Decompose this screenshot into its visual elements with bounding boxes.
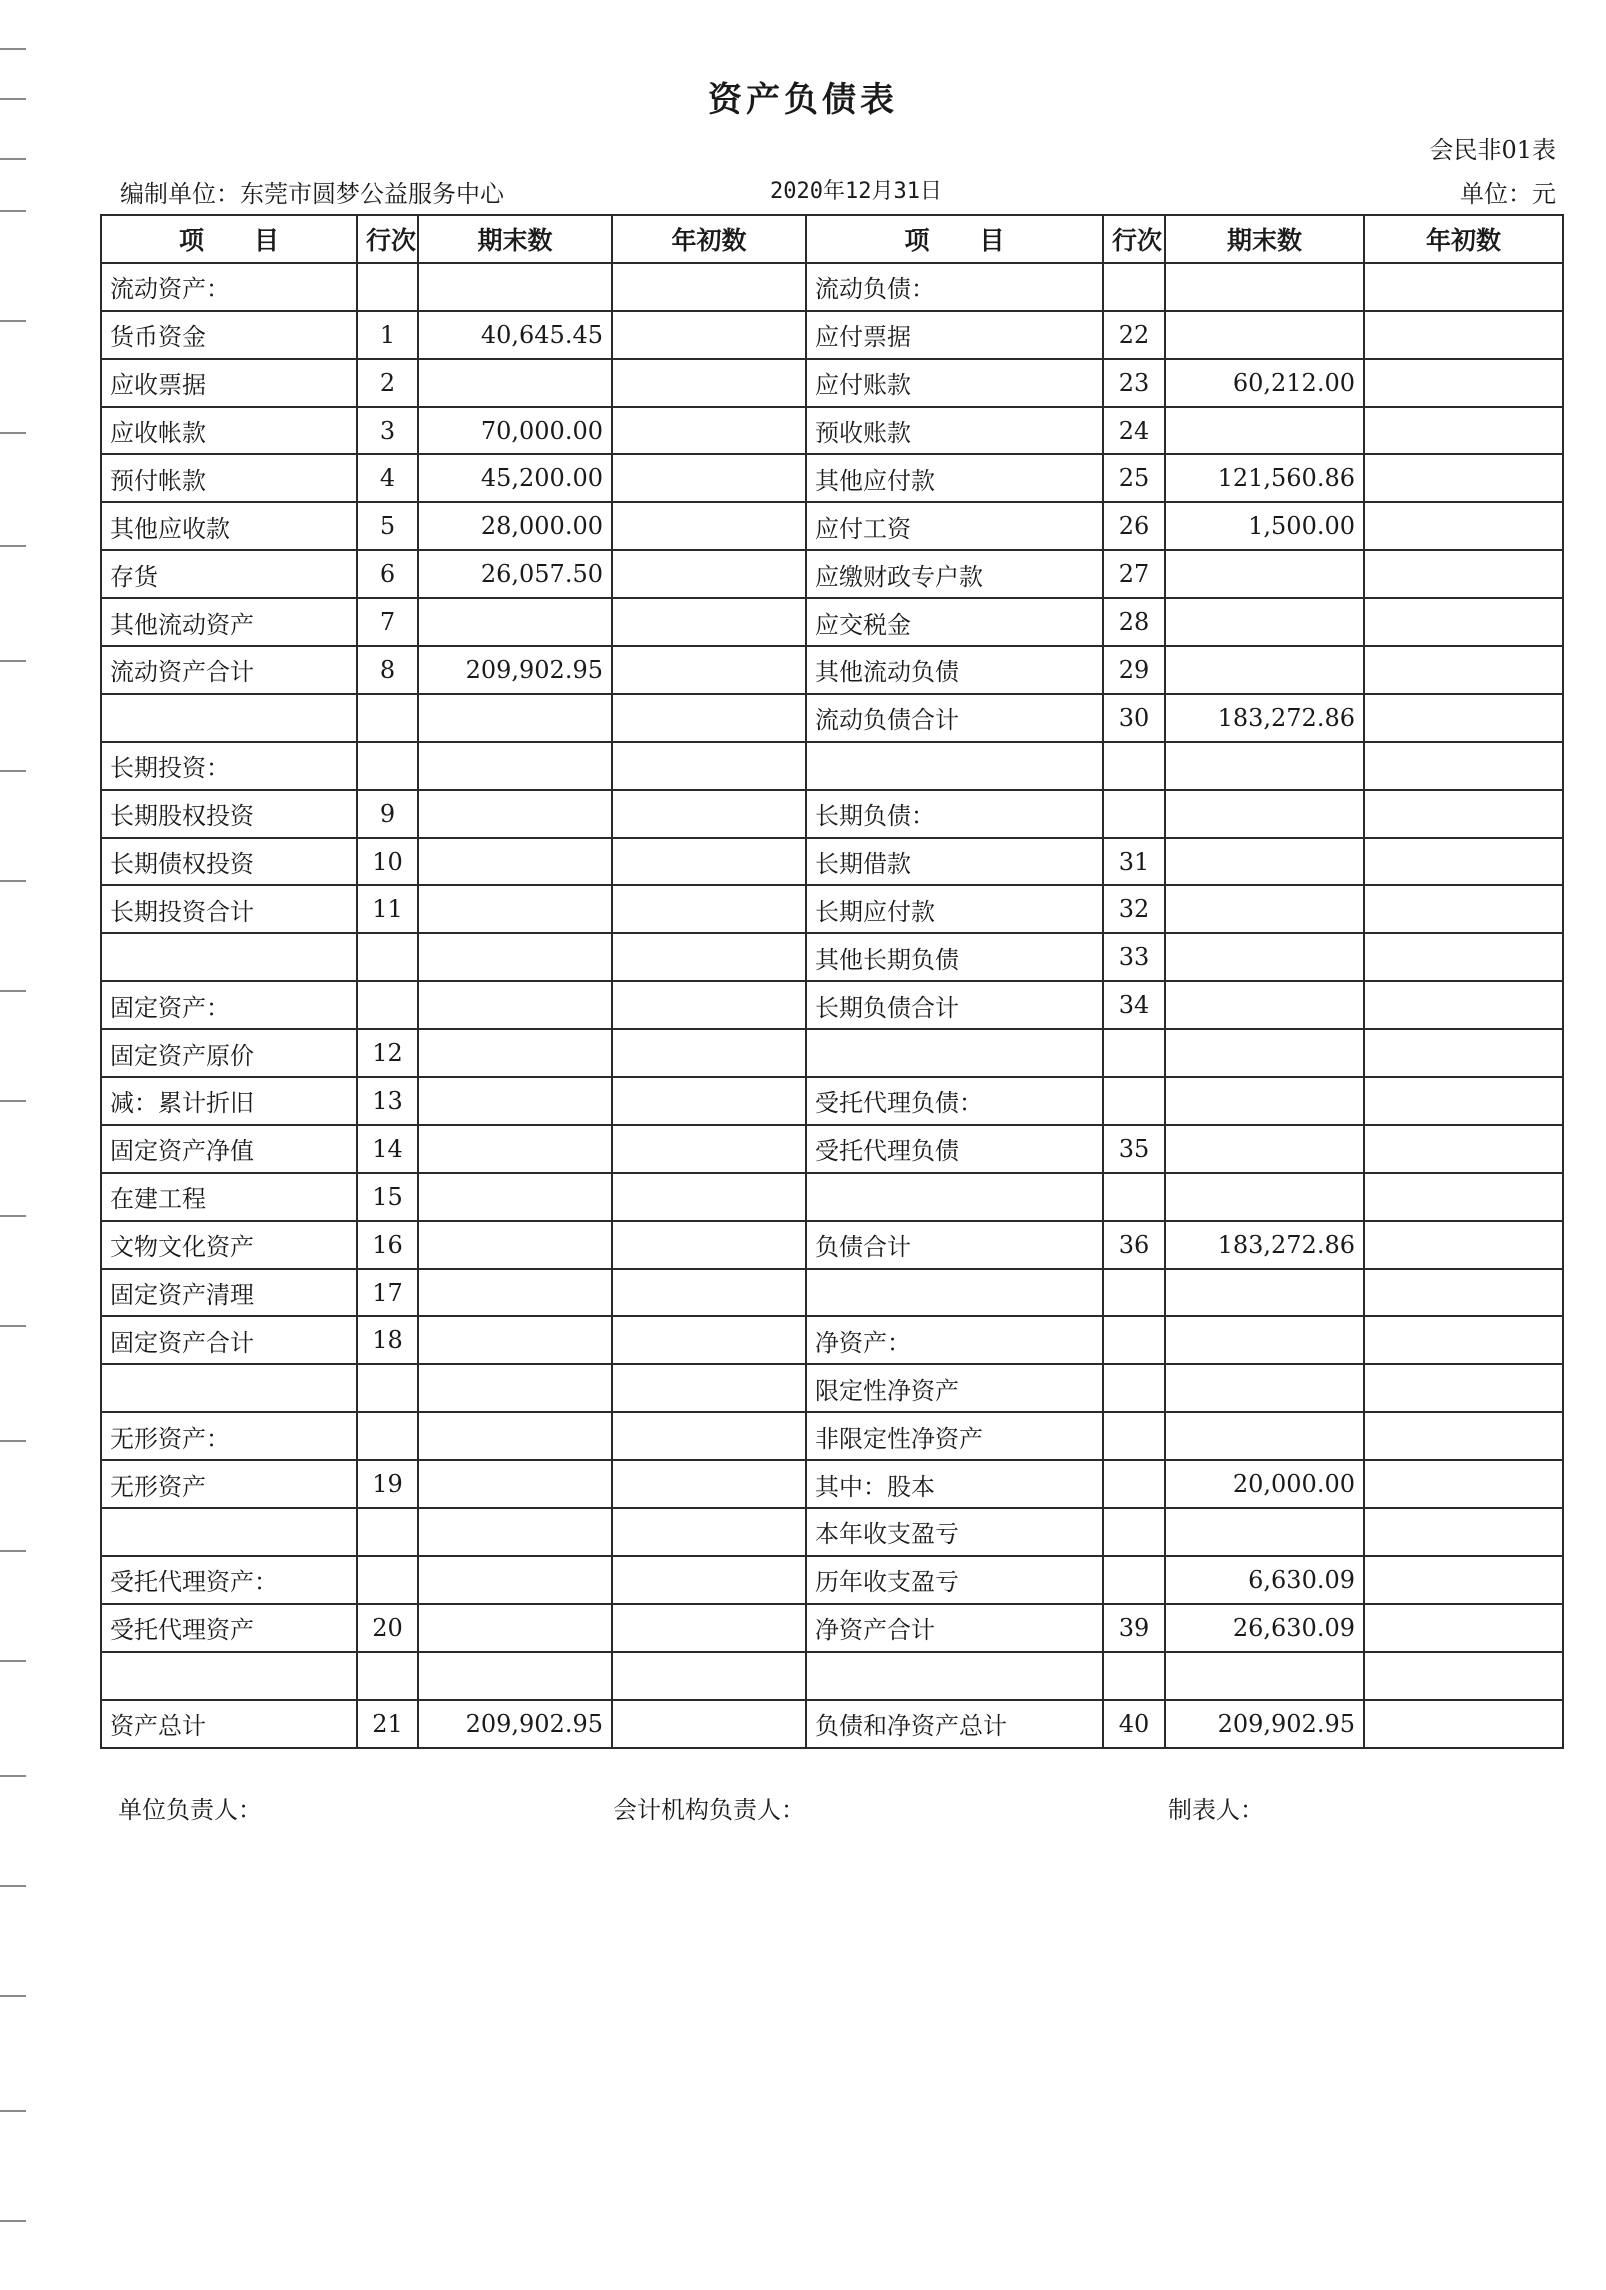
liability-line	[1103, 1652, 1165, 1700]
asset-line: 16	[357, 1221, 418, 1269]
asset-line	[357, 981, 418, 1029]
asset-item	[101, 1508, 357, 1556]
liability-end	[1165, 1173, 1364, 1221]
liability-end	[1165, 1364, 1364, 1412]
liability-begin	[1364, 263, 1563, 311]
asset-end	[418, 1604, 612, 1652]
asset-end	[418, 1460, 612, 1508]
asset-end	[418, 1364, 612, 1412]
liability-begin	[1364, 550, 1563, 598]
table-row	[101, 1556, 1563, 1604]
liability-line	[1103, 1173, 1165, 1221]
asset-line: 15	[357, 1173, 418, 1221]
liability-item: 受托代理负债	[806, 1125, 1103, 1173]
asset-end	[418, 1269, 612, 1317]
asset-end: 209,902.95	[418, 646, 612, 694]
liability-line: 33	[1103, 933, 1165, 981]
asset-begin	[612, 311, 806, 359]
asset-item: 预付帐款	[101, 454, 357, 502]
liability-line	[1103, 1269, 1165, 1317]
liability-line	[1103, 1412, 1165, 1460]
liability-begin	[1364, 838, 1563, 886]
table-row	[101, 885, 1563, 933]
table-row	[101, 550, 1563, 598]
liability-item: 长期负债：	[806, 790, 1103, 838]
liability-item: 预收账款	[806, 407, 1103, 455]
asset-begin	[612, 1412, 806, 1460]
asset-item: 无形资产	[101, 1460, 357, 1508]
form-code: 会民非01表	[1429, 136, 1556, 164]
liability-line: 32	[1103, 885, 1165, 933]
asset-begin	[612, 646, 806, 694]
asset-end: 28,000.00	[418, 502, 612, 550]
asset-begin	[612, 838, 806, 886]
asset-item: 长期股权投资	[101, 790, 357, 838]
asset-item: 长期投资：	[101, 742, 357, 790]
asset-end: 40,645.45	[418, 311, 612, 359]
liability-item: 流动负债合计	[806, 694, 1103, 742]
liability-item: 负债和净资产总计	[806, 1700, 1103, 1748]
liability-end	[1165, 1508, 1364, 1556]
table-row	[101, 838, 1563, 886]
liability-item	[806, 1652, 1103, 1700]
asset-item: 固定资产原价	[101, 1029, 357, 1077]
asset-begin	[612, 790, 806, 838]
liability-begin	[1364, 1029, 1563, 1077]
liability-begin	[1364, 933, 1563, 981]
asset-item: 无形资产：	[101, 1412, 357, 1460]
liability-end: 121,560.86	[1165, 454, 1364, 502]
table-row	[101, 646, 1563, 694]
liability-end	[1165, 981, 1364, 1029]
asset-line: 17	[357, 1269, 418, 1317]
table-row	[101, 598, 1563, 646]
liability-end	[1165, 1125, 1364, 1173]
liability-end: 183,272.86	[1165, 694, 1364, 742]
asset-begin	[612, 359, 806, 407]
page-title: 资产负债表	[708, 80, 898, 120]
asset-item: 文物文化资产	[101, 1221, 357, 1269]
liability-end	[1165, 646, 1364, 694]
liability-begin	[1364, 885, 1563, 933]
liability-item: 其他应付款	[806, 454, 1103, 502]
asset-begin	[612, 263, 806, 311]
liability-begin	[1364, 311, 1563, 359]
liability-line	[1103, 1029, 1165, 1077]
liability-line: 31	[1103, 838, 1165, 886]
col-line-right: 行次	[1103, 215, 1165, 263]
table-row	[101, 359, 1563, 407]
asset-end	[418, 1029, 612, 1077]
liability-item: 其他流动负债	[806, 646, 1103, 694]
col-end-right: 期末数	[1165, 215, 1364, 263]
asset-end	[418, 1077, 612, 1125]
liability-begin	[1364, 1412, 1563, 1460]
table-row	[101, 407, 1563, 455]
liability-begin	[1364, 1508, 1563, 1556]
asset-line: 8	[357, 646, 418, 694]
table-row	[101, 1269, 1563, 1317]
asset-begin	[612, 598, 806, 646]
asset-item	[101, 1364, 357, 1412]
col-begin-right: 年初数	[1364, 215, 1563, 263]
liability-end	[1165, 1077, 1364, 1125]
liability-end	[1165, 1029, 1364, 1077]
asset-end	[418, 742, 612, 790]
liability-item: 应付账款	[806, 359, 1103, 407]
balance-sheet-table	[100, 214, 1564, 1749]
liability-line	[1103, 263, 1165, 311]
liability-end: 183,272.86	[1165, 1221, 1364, 1269]
liability-line: 24	[1103, 407, 1165, 455]
asset-end	[418, 1556, 612, 1604]
asset-line: 5	[357, 502, 418, 550]
liability-item: 应缴财政专户款	[806, 550, 1103, 598]
liability-line	[1103, 1316, 1165, 1364]
asset-end	[418, 1652, 612, 1700]
asset-end	[418, 359, 612, 407]
liability-begin	[1364, 1316, 1563, 1364]
asset-item: 固定资产：	[101, 981, 357, 1029]
asset-begin	[612, 502, 806, 550]
asset-item: 受托代理资产：	[101, 1556, 357, 1604]
liability-line	[1103, 1364, 1165, 1412]
table-row	[101, 502, 1563, 550]
liability-item: 非限定性净资产	[806, 1412, 1103, 1460]
asset-item: 其他应收款	[101, 502, 357, 550]
asset-line	[357, 263, 418, 311]
table-row	[101, 1221, 1563, 1269]
table-row	[101, 790, 1563, 838]
liability-begin	[1364, 1077, 1563, 1125]
unit-label: 单位：元	[1460, 180, 1556, 208]
unit-head-label: 单位负责人：	[118, 1796, 262, 1824]
liability-item: 负债合计	[806, 1221, 1103, 1269]
liability-end	[1165, 598, 1364, 646]
asset-end	[418, 1125, 612, 1173]
liability-item: 净资产：	[806, 1316, 1103, 1364]
liability-end: 60,212.00	[1165, 359, 1364, 407]
asset-line: 3	[357, 407, 418, 455]
col-end-left: 期末数	[418, 215, 612, 263]
asset-end	[418, 1508, 612, 1556]
liability-end: 209,902.95	[1165, 1700, 1364, 1748]
liability-line: 40	[1103, 1700, 1165, 1748]
asset-line: 14	[357, 1125, 418, 1173]
asset-item: 固定资产清理	[101, 1269, 357, 1317]
liability-begin	[1364, 454, 1563, 502]
table-row	[101, 1125, 1563, 1173]
asset-line	[357, 1652, 418, 1700]
asset-item: 存货	[101, 550, 357, 598]
asset-item: 流动资产：	[101, 263, 357, 311]
asset-line: 21	[357, 1700, 418, 1748]
col-item-left: 项 目	[101, 215, 357, 263]
col-item-right: 项 目	[806, 215, 1103, 263]
asset-line: 7	[357, 598, 418, 646]
asset-item: 应收票据	[101, 359, 357, 407]
col-begin-left: 年初数	[612, 215, 806, 263]
liability-line: 28	[1103, 598, 1165, 646]
liability-line	[1103, 1508, 1165, 1556]
asset-end	[418, 1221, 612, 1269]
table-row	[101, 1604, 1563, 1652]
asset-item	[101, 694, 357, 742]
asset-line	[357, 1508, 418, 1556]
asset-begin	[612, 1269, 806, 1317]
liability-line: 22	[1103, 311, 1165, 359]
table-row	[101, 1077, 1563, 1125]
asset-item: 减：累计折旧	[101, 1077, 357, 1125]
liability-end	[1165, 1316, 1364, 1364]
liability-begin	[1364, 1364, 1563, 1412]
liability-begin	[1364, 407, 1563, 455]
asset-begin	[612, 1173, 806, 1221]
asset-begin	[612, 694, 806, 742]
asset-end	[418, 1316, 612, 1364]
asset-begin	[612, 1652, 806, 1700]
liability-line: 30	[1103, 694, 1165, 742]
table-row	[101, 1412, 1563, 1460]
asset-begin	[612, 1029, 806, 1077]
table-row	[101, 1652, 1563, 1700]
liability-line	[1103, 1077, 1165, 1125]
liability-end	[1165, 885, 1364, 933]
liability-begin	[1364, 502, 1563, 550]
asset-item	[101, 1652, 357, 1700]
liability-end	[1165, 311, 1364, 359]
asset-begin	[612, 1604, 806, 1652]
liability-end: 20,000.00	[1165, 1460, 1364, 1508]
liability-line: 29	[1103, 646, 1165, 694]
asset-begin	[612, 1460, 806, 1508]
liability-end	[1165, 407, 1364, 455]
asset-end	[418, 263, 612, 311]
liability-end: 26,630.09	[1165, 1604, 1364, 1652]
asset-item: 其他流动资产	[101, 598, 357, 646]
accounting-head-label: 会计机构负责人：	[613, 1796, 805, 1824]
asset-begin	[612, 1221, 806, 1269]
liability-line: 35	[1103, 1125, 1165, 1173]
liability-end	[1165, 1269, 1364, 1317]
liability-begin	[1364, 359, 1563, 407]
asset-line: 11	[357, 885, 418, 933]
liability-end: 6,630.09	[1165, 1556, 1364, 1604]
asset-line: 4	[357, 454, 418, 502]
liability-end	[1165, 933, 1364, 981]
liability-begin	[1364, 1556, 1563, 1604]
asset-end	[418, 981, 612, 1029]
asset-item: 长期债权投资	[101, 838, 357, 886]
liability-line: 23	[1103, 359, 1165, 407]
liability-item: 限定性净资产	[806, 1364, 1103, 1412]
liability-begin	[1364, 1173, 1563, 1221]
table-row	[101, 933, 1563, 981]
asset-end	[418, 598, 612, 646]
liability-begin	[1364, 1604, 1563, 1652]
asset-begin	[612, 1364, 806, 1412]
asset-end: 45,200.00	[418, 454, 612, 502]
liability-item: 应付工资	[806, 502, 1103, 550]
table-row	[101, 263, 1563, 311]
asset-item: 长期投资合计	[101, 885, 357, 933]
liability-item: 其中：股本	[806, 1460, 1103, 1508]
liability-begin	[1364, 981, 1563, 1029]
asset-line: 18	[357, 1316, 418, 1364]
liability-line: 34	[1103, 981, 1165, 1029]
liability-end	[1165, 263, 1364, 311]
table-row	[101, 1460, 1563, 1508]
liability-line: 27	[1103, 550, 1165, 598]
liability-begin	[1364, 1700, 1563, 1748]
table-row	[101, 694, 1563, 742]
asset-begin	[612, 550, 806, 598]
asset-line: 10	[357, 838, 418, 886]
liability-line: 39	[1103, 1604, 1165, 1652]
table-row	[101, 1029, 1563, 1077]
asset-begin	[612, 1700, 806, 1748]
asset-item: 资产总计	[101, 1700, 357, 1748]
liability-end	[1165, 1412, 1364, 1460]
asset-begin	[612, 1508, 806, 1556]
liability-begin	[1364, 694, 1563, 742]
asset-item: 固定资产合计	[101, 1316, 357, 1364]
liability-begin	[1364, 1269, 1563, 1317]
asset-begin	[612, 407, 806, 455]
asset-begin	[612, 1125, 806, 1173]
liability-item: 净资产合计	[806, 1604, 1103, 1652]
liability-begin	[1364, 742, 1563, 790]
liability-end	[1165, 550, 1364, 598]
asset-begin	[612, 981, 806, 1029]
asset-end	[418, 790, 612, 838]
asset-end: 70,000.00	[418, 407, 612, 455]
col-line-left: 行次	[357, 215, 418, 263]
liability-line: 36	[1103, 1221, 1165, 1269]
table-row	[101, 454, 1563, 502]
table-row	[101, 981, 1563, 1029]
liability-line: 26	[1103, 502, 1165, 550]
asset-item: 受托代理资产	[101, 1604, 357, 1652]
asset-begin	[612, 1556, 806, 1604]
asset-end	[418, 885, 612, 933]
asset-begin	[612, 454, 806, 502]
signature-line	[118, 1790, 1556, 1822]
asset-line	[357, 742, 418, 790]
asset-item: 货币资金	[101, 311, 357, 359]
asset-line: 1	[357, 311, 418, 359]
asset-line: 2	[357, 359, 418, 407]
liability-item: 历年收支盈亏	[806, 1556, 1103, 1604]
asset-line	[357, 1364, 418, 1412]
liability-item	[806, 1269, 1103, 1317]
liability-begin	[1364, 1652, 1563, 1700]
table-row	[101, 1173, 1563, 1221]
liability-item: 受托代理负债：	[806, 1077, 1103, 1125]
asset-end	[418, 1412, 612, 1460]
asset-line: 20	[357, 1604, 418, 1652]
asset-end: 26,057.50	[418, 550, 612, 598]
asset-line: 12	[357, 1029, 418, 1077]
liability-item: 长期负债合计	[806, 981, 1103, 1029]
asset-begin	[612, 1077, 806, 1125]
liability-item: 本年收支盈亏	[806, 1508, 1103, 1556]
asset-end	[418, 694, 612, 742]
asset-end	[418, 933, 612, 981]
asset-item	[101, 933, 357, 981]
liability-begin	[1364, 790, 1563, 838]
liability-item: 应付票据	[806, 311, 1103, 359]
asset-item: 流动资产合计	[101, 646, 357, 694]
liability-begin	[1364, 646, 1563, 694]
report-info-line	[120, 174, 1556, 206]
asset-item: 固定资产净值	[101, 1125, 357, 1173]
asset-line: 13	[357, 1077, 418, 1125]
asset-item: 应收帐款	[101, 407, 357, 455]
table-row	[101, 1364, 1563, 1412]
liability-item: 应交税金	[806, 598, 1103, 646]
org-label: 编制单位：东莞市圆梦公益服务中心	[120, 180, 504, 208]
liability-line	[1103, 742, 1165, 790]
asset-line	[357, 1412, 418, 1460]
liability-item	[806, 1029, 1103, 1077]
liability-end: 1,500.00	[1165, 502, 1364, 550]
report-date: 2020年12月31日	[770, 179, 942, 204]
asset-line	[357, 933, 418, 981]
asset-begin	[612, 1316, 806, 1364]
preparer-label: 制表人：	[1168, 1796, 1264, 1824]
liability-begin	[1364, 1125, 1563, 1173]
liability-item: 流动负债：	[806, 263, 1103, 311]
liability-end	[1165, 790, 1364, 838]
asset-end	[418, 1173, 612, 1221]
asset-end	[418, 838, 612, 886]
liability-item	[806, 742, 1103, 790]
asset-line	[357, 694, 418, 742]
header-row	[101, 215, 1563, 263]
asset-line: 9	[357, 790, 418, 838]
liability-end	[1165, 742, 1364, 790]
table-row	[101, 1316, 1563, 1364]
liability-item	[806, 1173, 1103, 1221]
table-row	[101, 1508, 1563, 1556]
asset-begin	[612, 885, 806, 933]
table-row	[101, 311, 1563, 359]
liability-begin	[1364, 1221, 1563, 1269]
asset-line	[357, 1556, 418, 1604]
asset-item: 在建工程	[101, 1173, 357, 1221]
liability-line	[1103, 1460, 1165, 1508]
liability-end	[1165, 1652, 1364, 1700]
liability-item: 长期应付款	[806, 885, 1103, 933]
asset-line: 6	[357, 550, 418, 598]
table-row	[101, 1700, 1563, 1748]
asset-begin	[612, 742, 806, 790]
asset-begin	[612, 933, 806, 981]
asset-end: 209,902.95	[418, 1700, 612, 1748]
liability-line: 25	[1103, 454, 1165, 502]
liability-line	[1103, 790, 1165, 838]
table-row	[101, 742, 1563, 790]
liability-end	[1165, 838, 1364, 886]
liability-begin	[1364, 1460, 1563, 1508]
liability-item: 其他长期负债	[806, 933, 1103, 981]
liability-line	[1103, 1556, 1165, 1604]
asset-line: 19	[357, 1460, 418, 1508]
liability-item: 长期借款	[806, 838, 1103, 886]
liability-begin	[1364, 598, 1563, 646]
